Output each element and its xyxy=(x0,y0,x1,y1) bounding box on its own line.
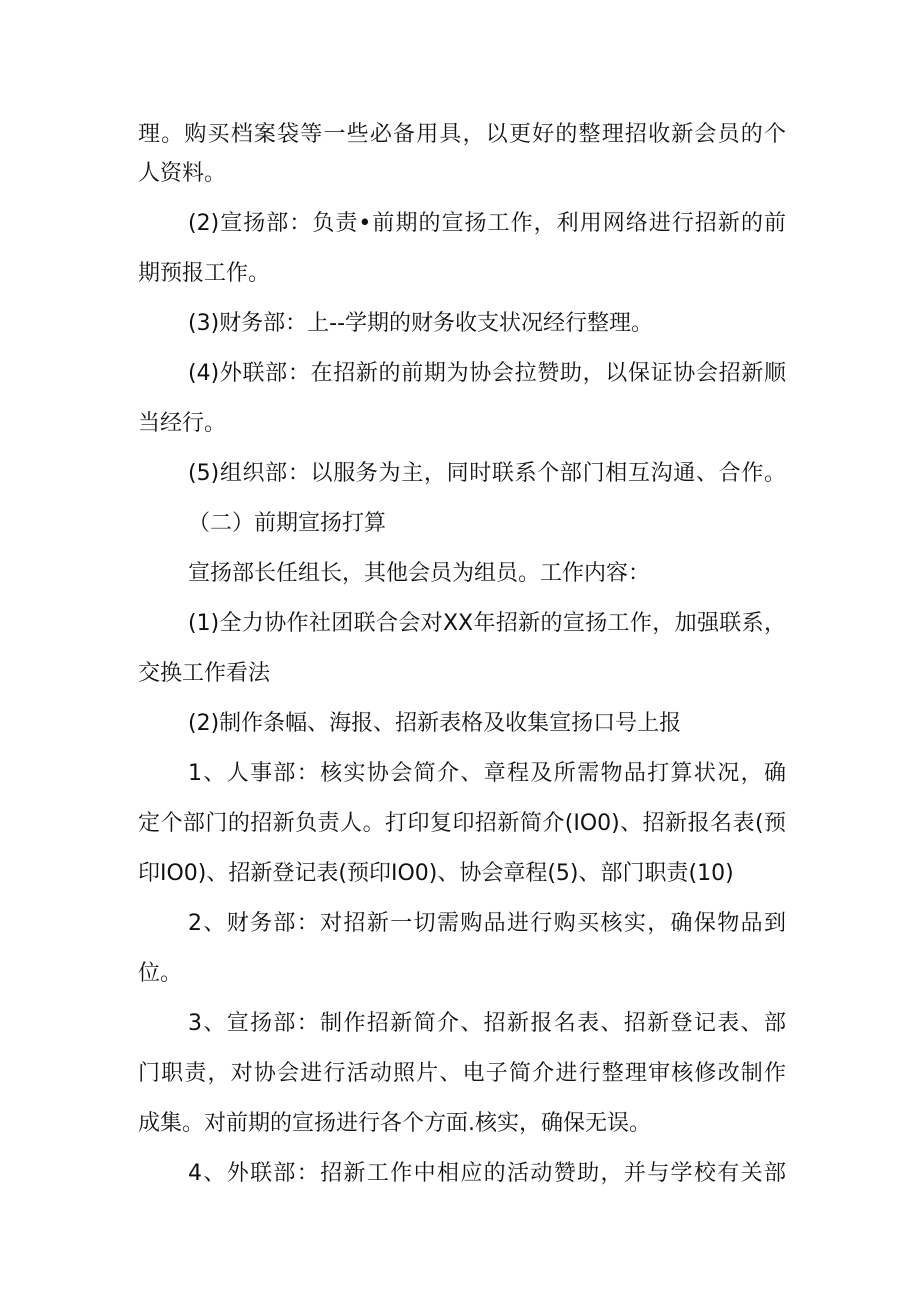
paragraph-line: (3)财务部：上--学期的财务收支状况经行整理。 xyxy=(188,311,654,336)
document-body xyxy=(138,110,786,1199)
paragraph-line: 当经行。 xyxy=(138,411,227,436)
paragraph-line: 门职责，对协会进行活动照片、电子简介进行整理审核修改制作 xyxy=(138,1061,786,1086)
paragraph-line: 交换工作看法 xyxy=(138,661,271,686)
section-heading: （二）前期宣扬打算 xyxy=(188,511,387,536)
paragraph-line: 理。购买档案袋等一些必备用具，以更好的整理招收新会员的个 xyxy=(138,122,786,147)
paragraph-line: 宣扬部长任组长，其他会员为组员。工作内容： xyxy=(188,561,651,586)
paragraph-line: (4)外联部：在招新的前期为协会拉赞助，以保证协会招新顺 xyxy=(188,361,786,386)
paragraph-line: 1、人事部：核实协会简介、章程及所需物品打算状况，确 xyxy=(188,761,786,786)
paragraph-line: 印IO0)、招新登记表(预印IO0)、协会章程(5)、部门职责(10) xyxy=(138,861,734,886)
paragraph-line: 人资料。 xyxy=(138,161,227,186)
paragraph-line: (2)制作条幅、海报、招新表格及收集宣扬口号上报 xyxy=(188,711,682,736)
paragraph-line: 2、财务部：对招新一切需购品进行购买核实，确保物品到 xyxy=(188,911,786,936)
paragraph-line: (2)宣扬部：负责•前期的宣扬工作，利用网络进行招新的前 xyxy=(188,211,786,236)
paragraph-line: 成集。对前期的宣扬进行各个方面.核实，确保无误。 xyxy=(138,1111,651,1136)
paragraph-line: 位。 xyxy=(138,961,183,986)
paragraph-line: (1)全力协作社团联合会对XX年招新的宣扬工作，加强联系， xyxy=(188,611,786,636)
paragraph-line: (5)组织部：以服务为主，同时联系个部门相互沟通、合作。 xyxy=(188,461,786,486)
paragraph-line: 4、外联部：招新工作中相应的活动赞助，并与学校有关部 xyxy=(188,1161,786,1186)
paragraph-line: 3、宣扬部：制作招新简介、招新报名表、招新登记表、部 xyxy=(188,1011,786,1036)
paragraph-line: 期预报工作。 xyxy=(138,261,271,286)
paragraph-line: 定个部门的招新负责人。打印复印招新简介(IO0)、招新报名表(预 xyxy=(138,811,786,836)
